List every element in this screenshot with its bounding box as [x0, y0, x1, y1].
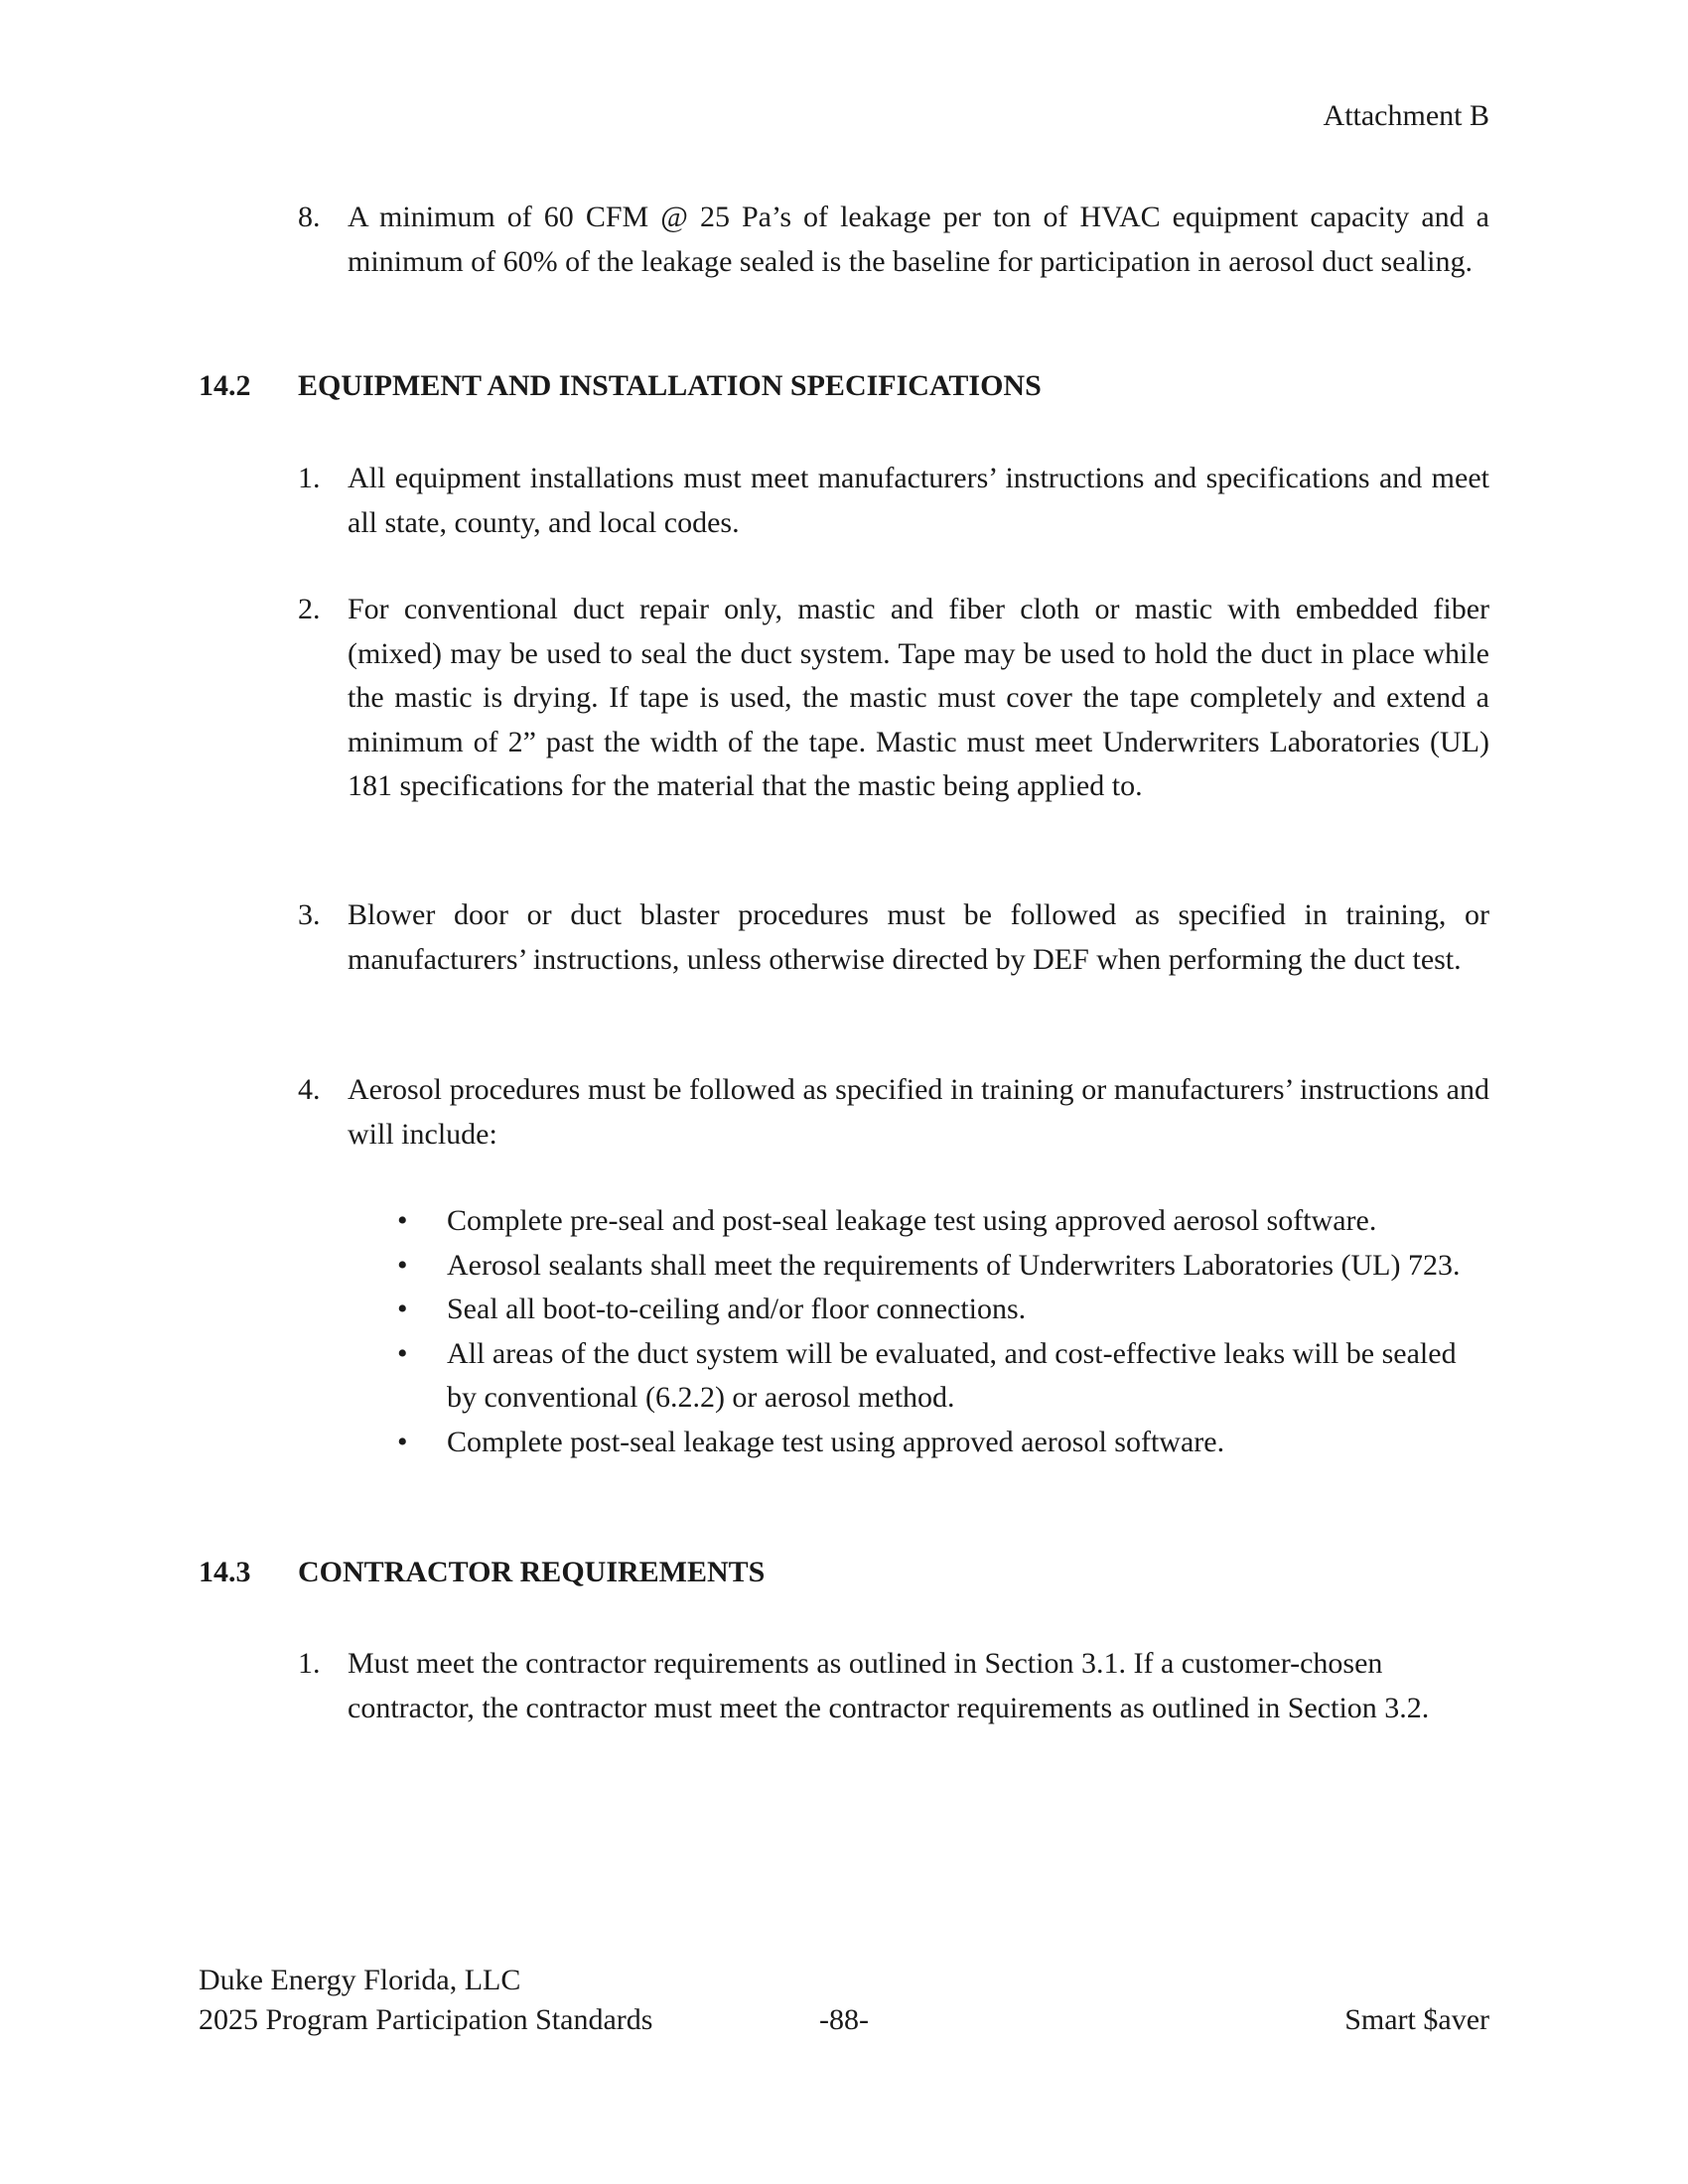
bullet-icon: • [397, 1336, 408, 1370]
item-text: For conventional duct repair only, mastic and fiber cloth or mastic with embedded fiber (mixed) may be used to seal the duct system. Tape may be used to hold the duct in place while the mastic is drying. If tape is used, the mastic must cover the tape completely and extend a minimum of 2” past the width of the tape. Mastic must meet Underwriters Laboratories (UL) 181 specifications for the material that the mastic being applied to. [348, 593, 1489, 802]
bullet-icon: • [397, 1248, 408, 1282]
bullet-icon: • [397, 1425, 408, 1458]
item-number: 3. [298, 898, 321, 931]
bullet-item: • Aerosol sealants shall meet the requirements of Underwriters Laboratories (UL) 723. [397, 1244, 1489, 1289]
bullet-icon: • [397, 1204, 408, 1237]
item-text: All equipment installations must meet manufacturers’ instructions and specifications and meet all state, county, and local codes. [348, 462, 1489, 539]
bullet-item: • All areas of the duct system will be evaluated, and cost-effective leaks will be sealed by conventional (6.2.2) or aerosol method. [397, 1332, 1489, 1421]
list-item [298, 1068, 1489, 1157]
item-text: A minimum of 60 CFM @ 25 Pa’s of leakage per ton of HVAC equipment capacity and a minimum of 60% of the leakage sealed is the baseline for participation in aerosol duct sealing. [348, 201, 1489, 278]
footer-row [199, 2000, 1489, 2040]
item-number: 8. [298, 201, 321, 233]
list-item [298, 196, 1489, 284]
footer-company: Duke Energy Florida, LLC [199, 1964, 521, 1996]
page-number: -88- [819, 2003, 869, 2036]
bullet-item: • Complete pre-seal and post-seal leakage test using approved aerosol software. [397, 1199, 1489, 1244]
item-number: 1. [298, 1647, 321, 1680]
item-text: Blower door or duct blaster procedures must be followed as specified in training, or manufacturers’ instructions, unless otherwise directed by DEF when performing the duct test. [348, 898, 1489, 976]
footer-standards: 2025 Program Participation Standards [199, 2003, 653, 2036]
list-item [298, 588, 1489, 809]
section-heading [199, 369, 1042, 403]
bullet-list [397, 1199, 1489, 1464]
list-item [298, 1642, 1489, 1730]
item-text: Must meet the contractor requirements as outlined in Section 3.1. If a customer-chosen contractor, the contractor must meet the contractor requirements as outlined in Section 3.2. [348, 1647, 1430, 1724]
section-number: 14.2 [199, 369, 251, 402]
bullet-item: • Complete post-seal leakage test using approved aerosol software. [397, 1421, 1489, 1465]
section-heading [199, 1556, 765, 1589]
list-item [298, 893, 1489, 982]
section-title: CONTRACTOR REQUIREMENTS [298, 1556, 766, 1588]
attachment-label: Attachment B [1323, 99, 1489, 132]
section-title: EQUIPMENT AND INSTALLATION SPECIFICATIONS [298, 369, 1042, 402]
item-number: 4. [298, 1073, 321, 1106]
list-item [298, 457, 1489, 545]
section-number: 14.3 [199, 1556, 251, 1588]
page-footer [199, 1961, 1489, 2040]
footer-program: Smart $aver [1344, 2003, 1489, 2036]
bullet-icon: • [397, 1293, 408, 1325]
bullet-item: • Seal all boot-to-ceiling and/or floor connections. [397, 1288, 1489, 1332]
item-number: 2. [298, 593, 321, 625]
item-text: Aerosol procedures must be followed as specified in training or manufacturers’ instructions and will include: [348, 1073, 1489, 1151]
item-number: 1. [298, 462, 321, 494]
